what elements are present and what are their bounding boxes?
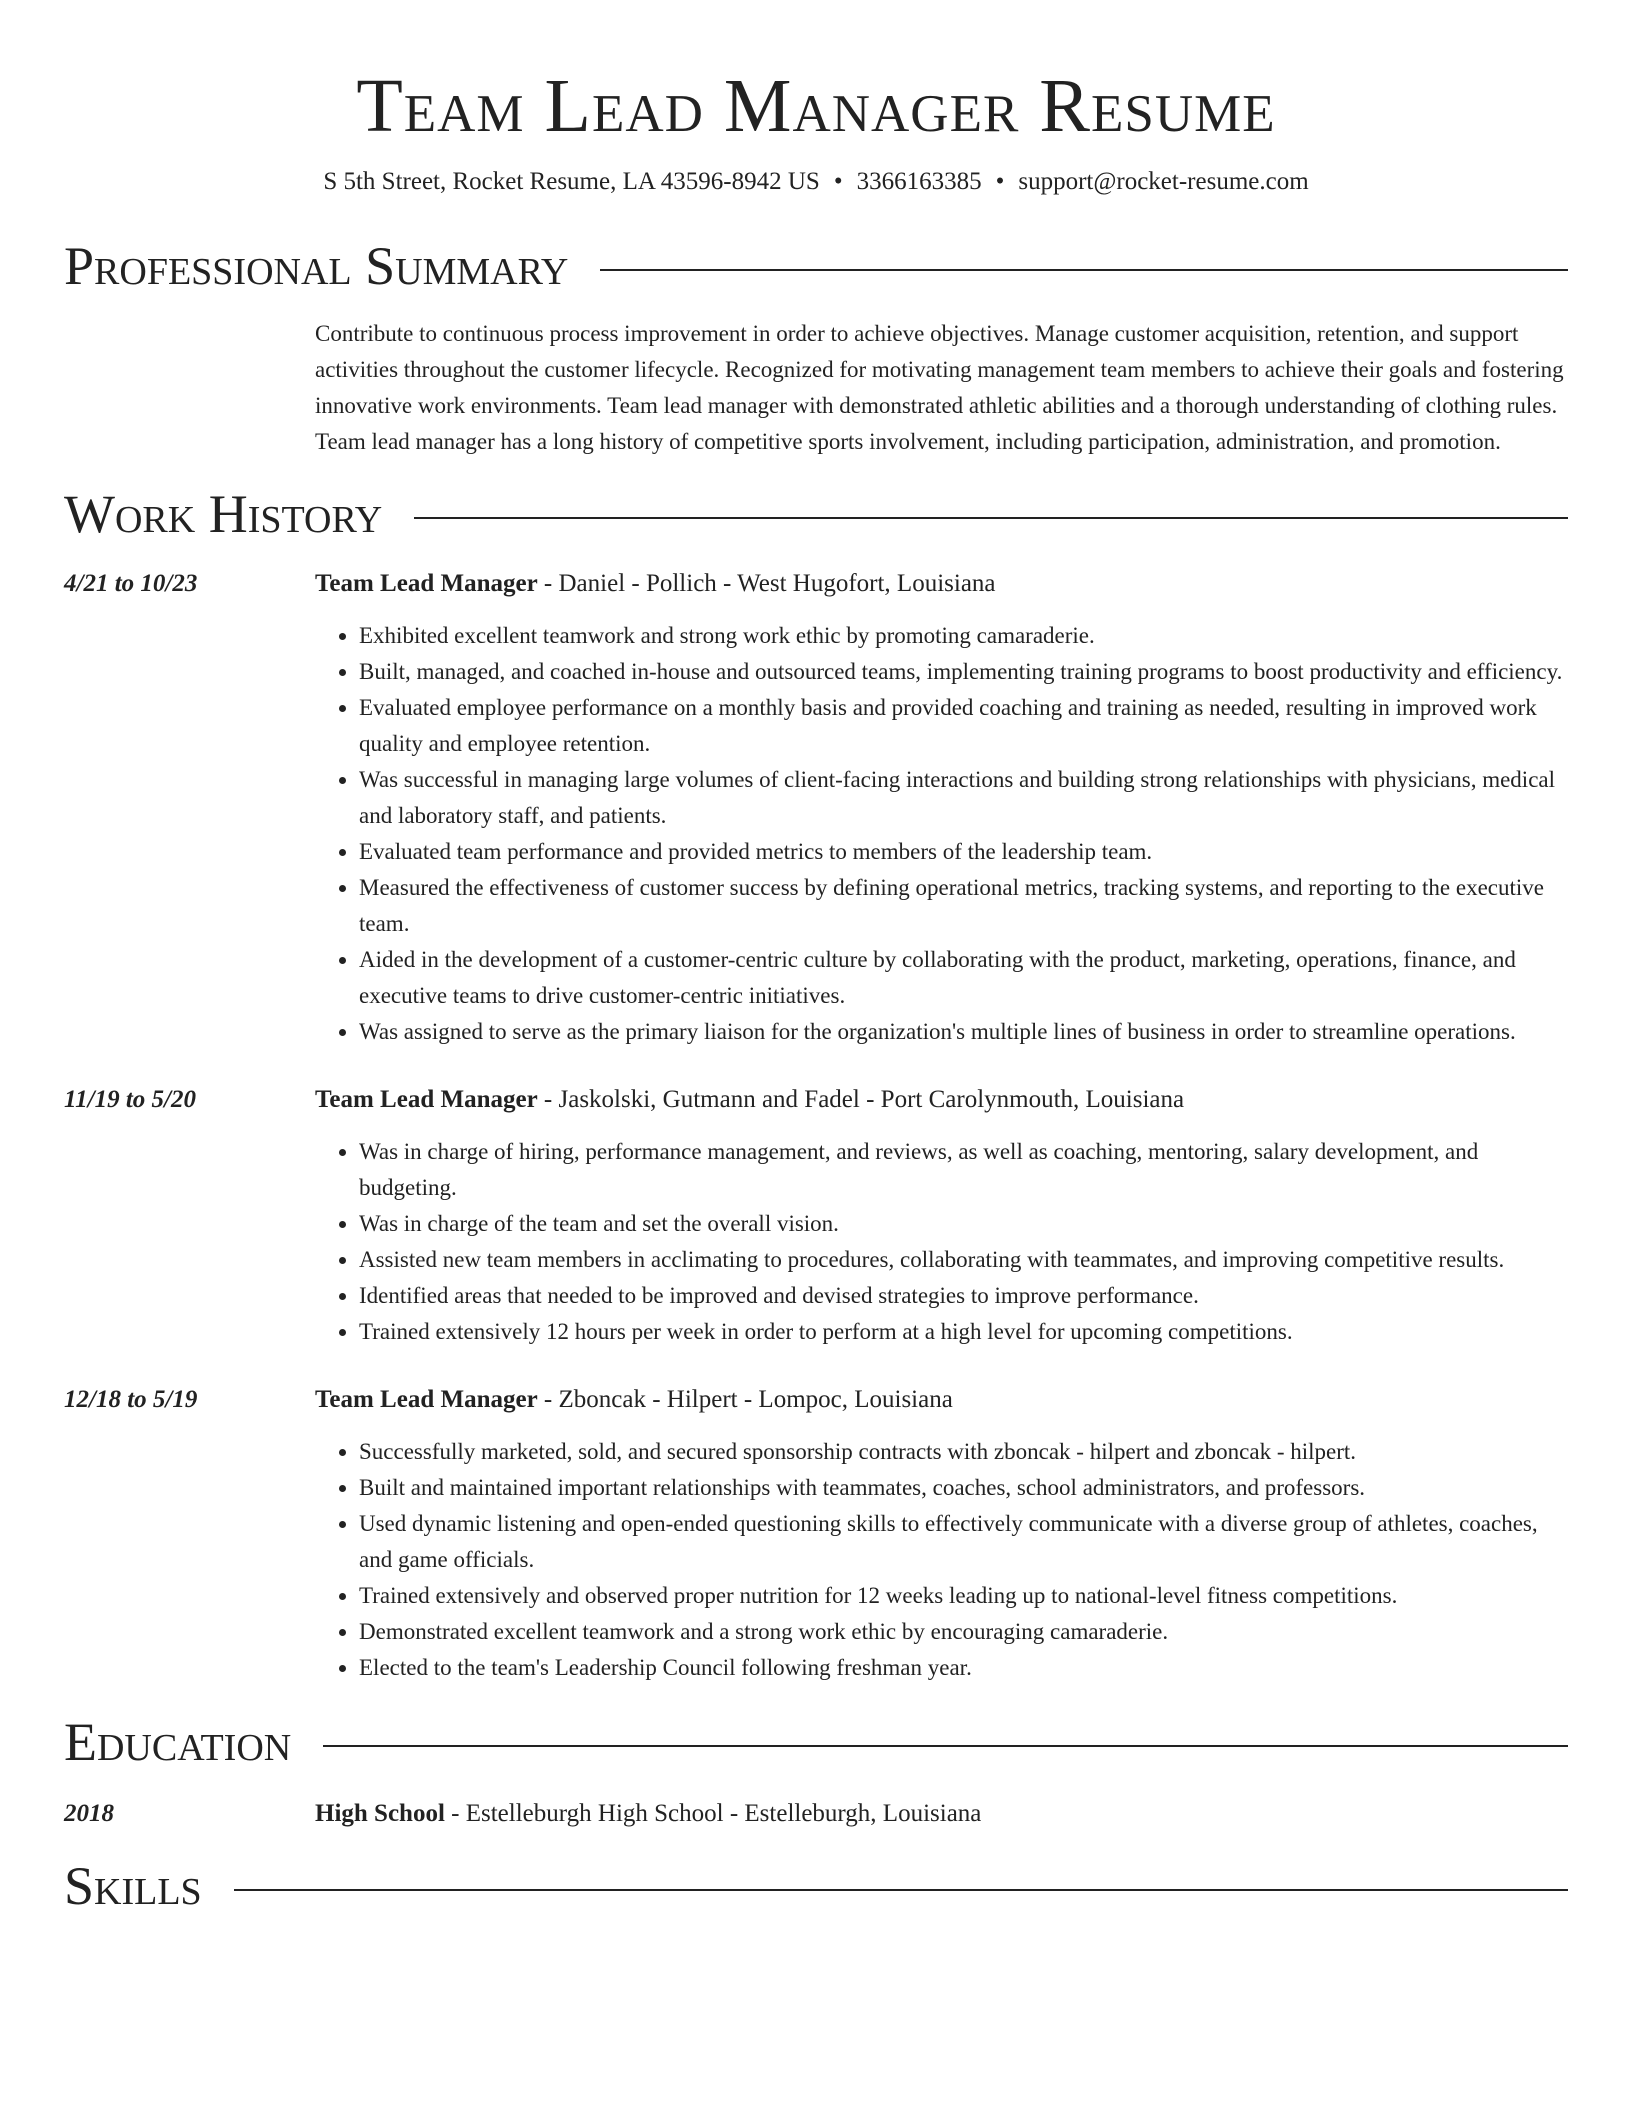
section-title-education: Education xyxy=(64,1712,292,1772)
job-bullet: • Built and maintained important relationships with teammates, coaches, school administrators, and professors. xyxy=(359,1470,1568,1506)
job-bullet: • Trained extensively 12 hours per week in order to perform at a high level for upcoming competitions. xyxy=(359,1314,1568,1350)
job-bullet: • Built, managed, and coached in-house and outsourced teams, implementing training programs to boost productivity and efficiency. xyxy=(359,654,1568,690)
section-header-summary xyxy=(64,234,1568,298)
job-dates: 11/19 to 5/20 xyxy=(64,1086,196,1113)
section-divider xyxy=(234,1889,1568,1891)
section-header-education xyxy=(64,1710,1568,1774)
job-body xyxy=(315,1376,1568,1686)
section-title-skills: Skills xyxy=(64,1856,202,1916)
job-heading xyxy=(315,1376,1568,1416)
job-heading xyxy=(315,1076,1568,1116)
job-bullet: • Exhibited excellent teamwork and strong work ethic by promoting camaraderie. xyxy=(359,618,1568,654)
section-title-work: Work History xyxy=(64,484,383,544)
job-bullets xyxy=(315,1134,1568,1350)
job-bullet: • Used dynamic listening and open-ended questioning skills to effectively communicate with a diverse group of athletes, coaches, and game officials. xyxy=(359,1506,1568,1578)
job-role: Team Lead Manager xyxy=(315,1386,538,1413)
job-bullet: • Aided in the development of a customer-centric culture by collaborating with the product, marketing, operations, finance, and executive teams to drive customer-centric initiatives. xyxy=(359,942,1568,1014)
job-dates: 12/18 to 5/19 xyxy=(64,1386,198,1413)
job-body xyxy=(315,560,1568,1050)
job-bullet: • Trained extensively and observed proper nutrition for 12 weeks leading up to national-level fitness competitions. xyxy=(359,1578,1568,1614)
summary-text: Contribute to continuous process improvement in order to achieve objectives. Manage customer acquisition, retention, and support activities throughout the customer lifecycle. Recognized for motivating management team members to achieve their goals and fostering innovative work environments. Team lead manager with demonstrated athletic abilities and a thorough understanding of clothing rules. Team lead manager has a long history of competitive sports involvement, including participation, administration, and promotion. xyxy=(315,321,1564,454)
section-header-skills xyxy=(64,1854,1568,1918)
contact-phone: 3366163385 xyxy=(856,168,982,195)
job-bullet: • Successfully marketed, sold, and secured sponsorship contracts with zboncak - hilpert and zboncak - hilpert. xyxy=(359,1434,1568,1470)
contact-separator: • xyxy=(833,168,843,195)
job-bullet: • Was assigned to serve as the primary liaison for the organization's multiple lines of business in order to streamline operations. xyxy=(359,1014,1568,1050)
job-heading xyxy=(315,560,1568,600)
section-divider xyxy=(323,1745,1568,1747)
education-details: - Estelleburgh High School - Estelleburgh, Louisiana xyxy=(444,1800,982,1827)
job-details: - Zboncak - Hilpert - Lompoc, Louisiana xyxy=(537,1386,953,1413)
education-entry xyxy=(64,1798,1568,1830)
contact-separator: • xyxy=(995,168,1005,195)
job-body xyxy=(315,1076,1568,1350)
section-divider xyxy=(414,517,1568,519)
job-bullets xyxy=(315,1434,1568,1686)
job-details: - Daniel - Pollich - West Hugofort, Louisiana xyxy=(537,570,996,597)
job-bullets xyxy=(315,618,1568,1050)
section-title-summary: Professional Summary xyxy=(64,236,569,296)
job-details: - Jaskolski, Gutmann and Fadel - Port Carolynmouth, Louisiana xyxy=(537,1086,1185,1113)
job-bullet: • Measured the effectiveness of customer success by defining operational metrics, tracking systems, and reporting to the executive team. xyxy=(359,870,1568,942)
job-entry xyxy=(64,1376,1568,1686)
resume-page xyxy=(64,0,1568,1918)
contact-email[interactable]: support@rocket-resume.com xyxy=(1018,168,1309,195)
job-bullet: • Evaluated employee performance on a monthly basis and provided coaching and training as needed, resulting in improved work quality and employee retention. xyxy=(359,690,1568,762)
job-bullet: • Assisted new team members in acclimating to procedures, collaborating with teammates, and improving competitive results. xyxy=(359,1242,1568,1278)
education-degree: High School xyxy=(315,1800,445,1827)
job-bullet: • Demonstrated excellent teamwork and a strong work ethic by encouraging camaraderie. xyxy=(359,1614,1568,1650)
job-bullet: • Was in charge of the team and set the overall vision. xyxy=(359,1206,1568,1242)
job-bullet: • Identified areas that needed to be improved and devised strategies to improve performance. xyxy=(359,1278,1568,1314)
education-heading xyxy=(315,1798,981,1830)
education-date: 2018 xyxy=(64,1800,114,1827)
job-dates: 4/21 to 10/23 xyxy=(64,570,198,597)
job-bullet: • Elected to the team's Leadership Council following freshman year. xyxy=(359,1650,1568,1686)
section-divider xyxy=(600,269,1568,271)
contact-address: S 5th Street, Rocket Resume, LA 43596-8942 US xyxy=(323,168,820,195)
contact-line xyxy=(64,166,1568,198)
job-entry xyxy=(64,560,1568,1050)
section-header-work xyxy=(64,482,1568,546)
job-role: Team Lead Manager xyxy=(315,570,538,597)
resume-title: Team Lead Manager Resume xyxy=(356,64,1276,148)
job-bullet: • Was in charge of hiring, performance management, and reviews, as well as coaching, mentoring, salary development, and budgeting. xyxy=(359,1134,1568,1206)
job-entry xyxy=(64,1076,1568,1350)
job-bullet: • Evaluated team performance and provided metrics to members of the leadership team. xyxy=(359,834,1568,870)
job-role: Team Lead Manager xyxy=(315,1086,538,1113)
job-bullet: • Was successful in managing large volumes of client-facing interactions and building strong relationships with physicians, medical and laboratory staff, and patients. xyxy=(359,762,1568,834)
